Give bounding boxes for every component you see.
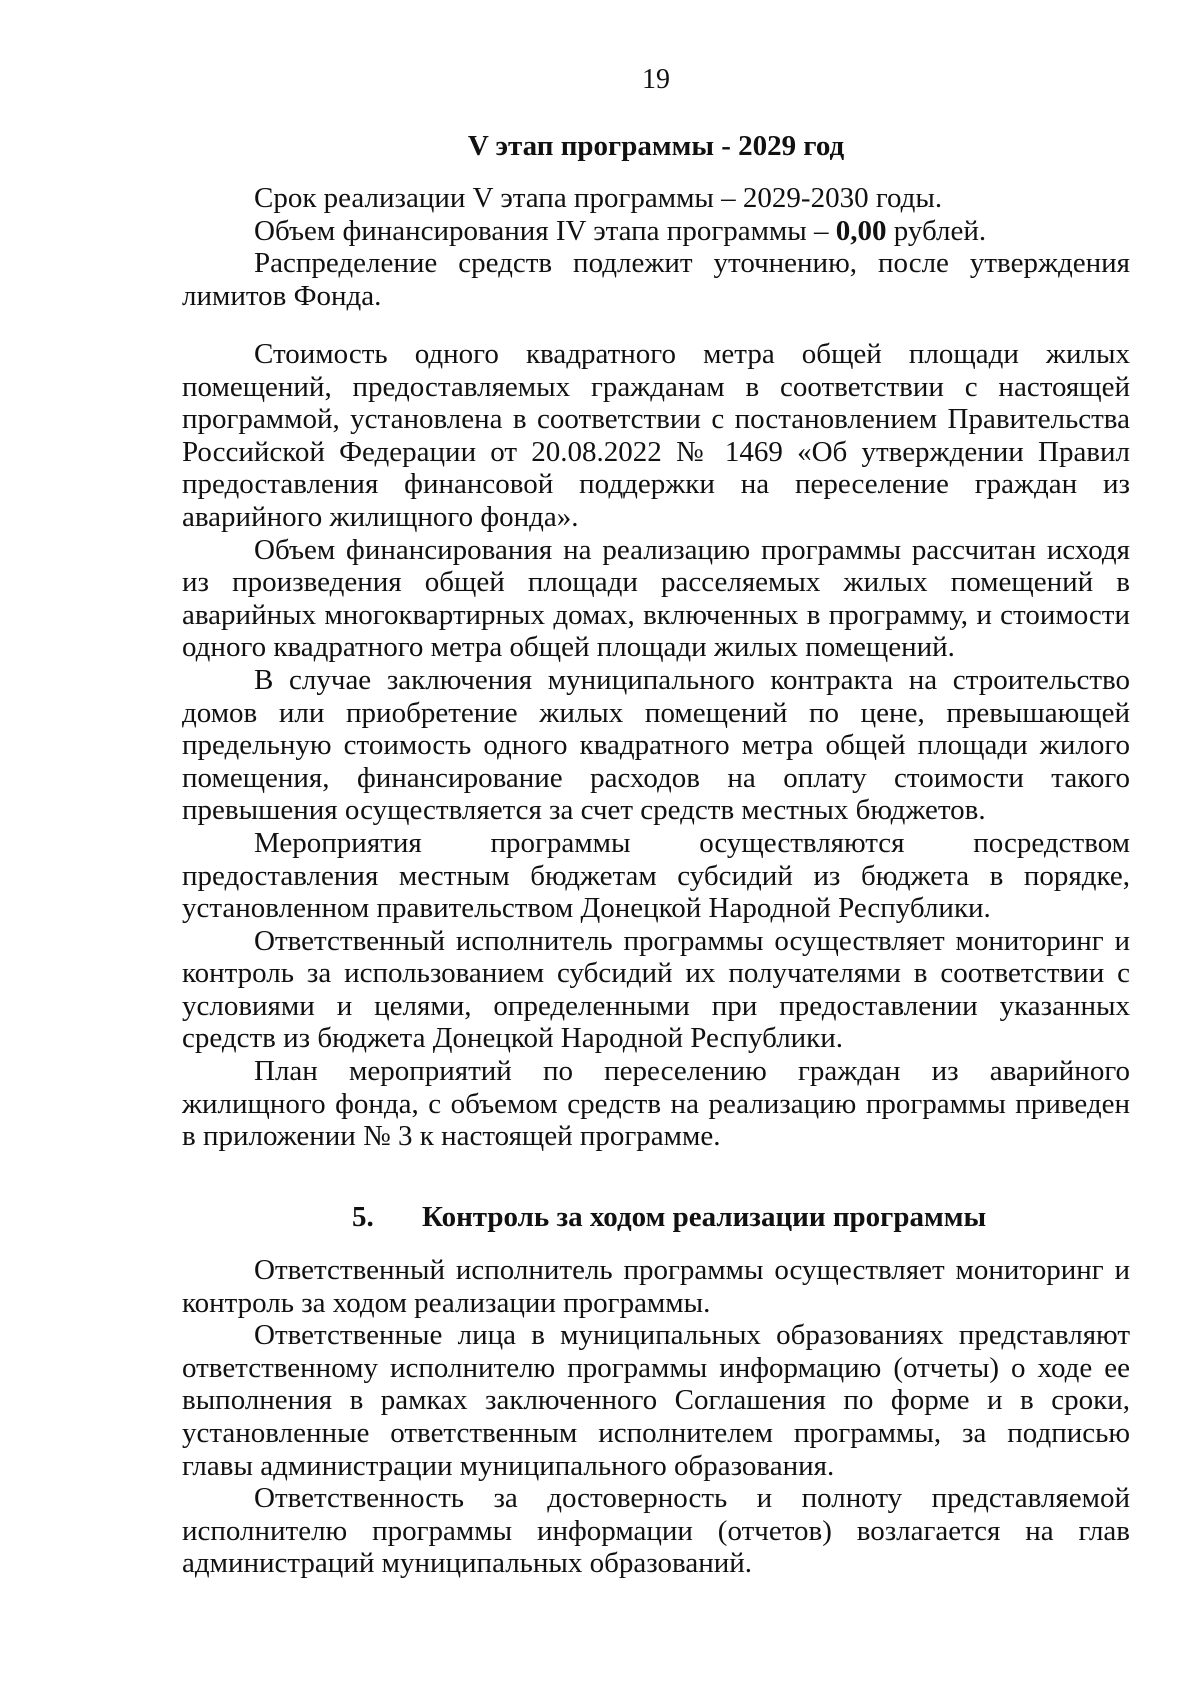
stage-heading: V этап программы - 2029 год <box>467 130 845 162</box>
stage-details <box>182 182 1130 312</box>
paragraph-subsidies: Мероприятия программы осуществляются посредством предоставления местным бюджетам субсидий из бюджета в порядке, установленном правительством Донецкой Народной Республики. <box>182 826 1130 925</box>
paragraph-funding-calculation: Объем финансирования на реализацию программы рассчитан исходя из произведения общей площади расселяемых жилых помещений в аварийных многоквартирных домах, включенных в программу, и стоимости одного квадратного метра общей площади жилых помещений. <box>182 533 1130 664</box>
section-paragraph: Ответственный исполнитель программы осуществляет мониторинг и контроль за ходом реализации программы. <box>182 1254 1130 1319</box>
main-text <box>182 338 1130 1153</box>
stage-funding-suffix: рублей. <box>886 214 987 247</box>
paragraph-cost-per-meter: Стоимость одного квадратного метра общей площади жилых помещений, предоставляемых гражданам в соответствии с настоящей программой, установлена в соответствии с постановлением Правительства Российской Федерации от 20.08.2022 № 1469 «Об утверждении Правил предоставления финансовой поддержки на переселение граждан из аварийного жилищного фонда». <box>182 338 1130 533</box>
stage-funding-prefix: Объем финансирования IV этапа программы – <box>254 214 836 247</box>
section-text <box>182 1254 1130 1580</box>
section-paragraph: Ответственность за достоверность и полноту представляемой исполнителю программы информации (отчетов) возлагается на глав администраций муниципальных образований. <box>182 1482 1130 1580</box>
stage-distribution-paragraph: Распределение средств подлежит уточнению, после утверждения лимитов Фонда. <box>182 247 1130 312</box>
stage-funding-paragraph <box>182 215 1130 248</box>
paragraph-action-plan: План мероприятий по переселению граждан из аварийного жилищного фонда, с объемом средств на реализацию программы приведен в приложении № 3 к настоящей программе. <box>182 1055 1130 1153</box>
paragraph-contract-excess: В случае заключения муниципального контракта на строительство домов или приобретение жилых помещений по цене, превышающей предельную стоимость одного квадратного метра общей площади жилого помещения, финансирование расходов на оплату стоимости такого превышения осуществляется за счет средств местных бюджетов. <box>182 663 1130 827</box>
stage-funding-amount: 0,00 <box>835 214 887 247</box>
stage-term-paragraph: Срок реализации V этапа программы – 2029-2030 годы. <box>254 182 943 214</box>
paragraph-monitoring: Ответственный исполнитель программы осуществляет мониторинг и контроль за использованием субсидий их получателями в соответствии с условиями и целями, определенными при предоставлении указанных средств из бюджета Донецкой Народной Республики. <box>182 924 1130 1055</box>
page-number: 19 <box>642 64 670 95</box>
section-number: 5. <box>352 1201 374 1233</box>
section-paragraph: Ответственные лица в муниципальных образованиях представляют ответственному исполнителю программы информацию (отчеты) о ходе ее выполнения в рамках заключенного Соглашения по форме и в сроки, установленные ответственным исполнителем программы, за подписью главы администрации муниципального образования. <box>182 1319 1130 1482</box>
section-title: Контроль за ходом реализации программы <box>422 1201 987 1233</box>
